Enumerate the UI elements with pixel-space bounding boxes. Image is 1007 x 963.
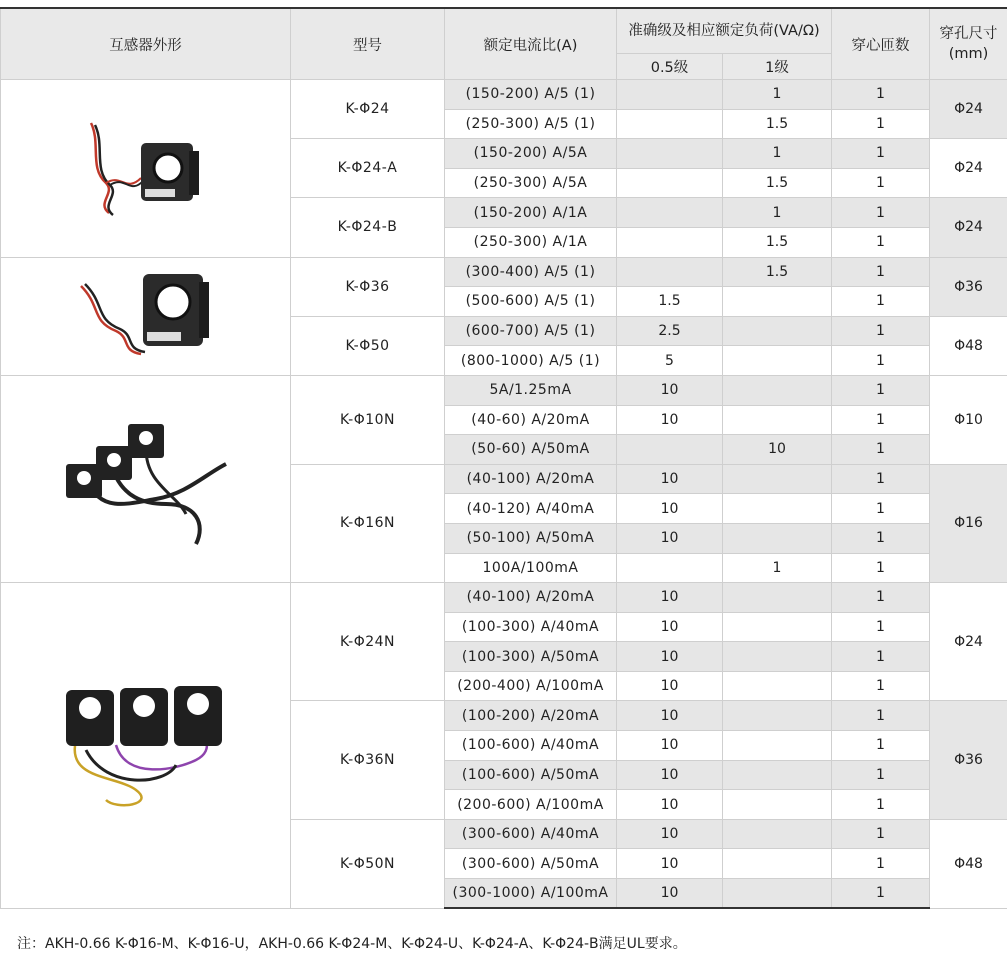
class-1-cell [723, 316, 832, 346]
class-1-cell: 1 [723, 139, 832, 169]
class-1-cell [723, 523, 832, 553]
ratio-cell: (100-300) A/40mA [445, 612, 617, 642]
class-05-cell: 1.5 [617, 287, 723, 317]
header-turns: 穿心匝数 [832, 8, 930, 80]
ratio-cell: 5A/1.25mA [445, 375, 617, 405]
class-1-cell: 10 [723, 435, 832, 465]
ratio-cell: (200-600) A/100mA [445, 790, 617, 820]
header-ratio: 额定电流比(A) [445, 8, 617, 80]
turns-cell: 1 [832, 435, 930, 465]
turns-cell: 1 [832, 168, 930, 198]
class-1-cell [723, 671, 832, 701]
turns-cell: 1 [832, 316, 930, 346]
turns-cell: 1 [832, 731, 930, 761]
turns-cell: 1 [832, 109, 930, 139]
class-1-cell [723, 405, 832, 435]
ratio-cell: (150-200) A/5A [445, 139, 617, 169]
model-cell: K-Φ36 [291, 257, 445, 316]
class-05-cell: 10 [617, 642, 723, 672]
class-1-cell: 1.5 [723, 227, 832, 257]
header-class-1: 1级 [723, 54, 832, 80]
class-05-cell [617, 80, 723, 110]
class-05-cell [617, 553, 723, 583]
class-05-cell [617, 109, 723, 139]
ratio-cell: (300-600) A/40mA [445, 819, 617, 849]
hole-size-cell: Φ48 [930, 316, 1007, 375]
turns-cell: 1 [832, 257, 930, 287]
table-header [1, 8, 1007, 80]
class-1-cell [723, 819, 832, 849]
class-1-cell [723, 464, 832, 494]
ratio-cell: (200-400) A/100mA [445, 671, 617, 701]
class-05-cell [617, 139, 723, 169]
class-1-cell: 1 [723, 553, 832, 583]
class-05-cell: 10 [617, 583, 723, 613]
header-accuracy: 准确级及相应额定负荷(VA/Ω) [617, 8, 832, 54]
ratio-cell: (100-600) A/50mA [445, 760, 617, 790]
turns-cell: 1 [832, 583, 930, 613]
turns-cell: 1 [832, 198, 930, 228]
ratio-cell: (800-1000) A/5 (1) [445, 346, 617, 376]
class-1-cell [723, 701, 832, 731]
model-cell: K-Φ16N [291, 464, 445, 582]
class-05-cell: 5 [617, 346, 723, 376]
ratio-cell: (500-600) A/5 (1) [445, 287, 617, 317]
class-1-cell: 1.5 [723, 168, 832, 198]
turns-cell: 1 [832, 494, 930, 524]
class-05-cell: 10 [617, 671, 723, 701]
class-05-cell: 10 [617, 849, 723, 879]
class-1-cell [723, 375, 832, 405]
ratio-cell: (40-60) A/20mA [445, 405, 617, 435]
turns-cell: 1 [832, 346, 930, 376]
class-05-cell: 10 [617, 405, 723, 435]
class-1-cell: 1 [723, 198, 832, 228]
class-05-cell: 10 [617, 701, 723, 731]
class-05-cell: 10 [617, 879, 723, 909]
class-05-cell: 10 [617, 375, 723, 405]
class-1-cell: 1.5 [723, 109, 832, 139]
ratio-cell: (150-200) A/5 (1) [445, 80, 617, 110]
ratio-cell: (250-300) A/5A [445, 168, 617, 198]
class-1-cell [723, 760, 832, 790]
model-cell: K-Φ50 [291, 316, 445, 375]
class-05-cell: 10 [617, 819, 723, 849]
turns-cell: 1 [832, 287, 930, 317]
hole-size-cell: Φ48 [930, 819, 1007, 908]
class-1-cell [723, 849, 832, 879]
ratio-cell: (600-700) A/5 (1) [445, 316, 617, 346]
class-05-cell: 10 [617, 464, 723, 494]
model-cell: K-Φ24 [291, 80, 445, 139]
hole-size-cell: Φ36 [930, 701, 1007, 819]
table-row [1, 583, 1007, 613]
turns-cell: 1 [832, 642, 930, 672]
turns-cell: 1 [832, 80, 930, 110]
ratio-cell: (250-300) A/1A [445, 227, 617, 257]
class-05-cell: 10 [617, 494, 723, 524]
product-image-black-split-core-ct-single [1, 80, 291, 258]
table-body [1, 80, 1007, 909]
model-cell: K-Φ10N [291, 375, 445, 464]
turns-cell: 1 [832, 612, 930, 642]
product-image-three-large-cts-with-cable [1, 583, 291, 909]
turns-cell: 1 [832, 139, 930, 169]
ratio-cell: (40-120) A/40mA [445, 494, 617, 524]
ratio-cell: (40-100) A/20mA [445, 583, 617, 613]
class-05-cell [617, 435, 723, 465]
ratio-cell: (300-400) A/5 (1) [445, 257, 617, 287]
hole-size-cell: Φ24 [930, 583, 1007, 701]
class-1-cell [723, 494, 832, 524]
class-1-cell [723, 346, 832, 376]
turns-cell: 1 [832, 879, 930, 909]
class-05-cell [617, 257, 723, 287]
class-05-cell: 10 [617, 523, 723, 553]
product-image-three-small-cts-with-cable [1, 375, 291, 582]
hole-size-cell: Φ24 [930, 80, 1007, 139]
turns-cell: 1 [832, 671, 930, 701]
spec-table [0, 7, 1007, 909]
turns-cell: 1 [832, 464, 930, 494]
turns-cell: 1 [832, 523, 930, 553]
table-row [1, 375, 1007, 405]
hole-size-cell: Φ24 [930, 198, 1007, 257]
ratio-cell: (300-600) A/50mA [445, 849, 617, 879]
model-cell: K-Φ24-A [291, 139, 445, 198]
hole-size-cell: Φ16 [930, 464, 1007, 582]
ratio-cell: (50-100) A/50mA [445, 523, 617, 553]
turns-cell: 1 [832, 760, 930, 790]
hole-size-cell: Φ10 [930, 375, 1007, 464]
class-1-cell [723, 790, 832, 820]
model-cell: K-Φ36N [291, 701, 445, 819]
ratio-cell: (150-200) A/1A [445, 198, 617, 228]
ratio-cell: (100-600) A/40mA [445, 731, 617, 761]
class-1-cell [723, 642, 832, 672]
hole-size-cell: Φ36 [930, 257, 1007, 316]
table-row [1, 80, 1007, 110]
turns-cell: 1 [832, 405, 930, 435]
ratio-cell: (250-300) A/5 (1) [445, 109, 617, 139]
class-05-cell: 10 [617, 731, 723, 761]
class-1-cell [723, 731, 832, 761]
turns-cell: 1 [832, 375, 930, 405]
turns-cell: 1 [832, 819, 930, 849]
class-05-cell: 10 [617, 612, 723, 642]
table-row [1, 257, 1007, 287]
header-hole: 穿孔尺寸(mm) [930, 8, 1007, 80]
class-1-cell [723, 287, 832, 317]
turns-cell: 1 [832, 553, 930, 583]
class-05-cell: 10 [617, 790, 723, 820]
class-1-cell: 1 [723, 80, 832, 110]
class-05-cell: 2.5 [617, 316, 723, 346]
class-05-cell: 10 [617, 760, 723, 790]
class-1-cell [723, 583, 832, 613]
class-05-cell [617, 168, 723, 198]
model-cell: K-Φ24-B [291, 198, 445, 257]
ratio-cell: 100A/100mA [445, 553, 617, 583]
ratio-cell: (100-300) A/50mA [445, 642, 617, 672]
class-1-cell [723, 612, 832, 642]
ratio-cell: (50-60) A/50mA [445, 435, 617, 465]
header-model: 型号 [291, 8, 445, 80]
ratio-cell: (40-100) A/20mA [445, 464, 617, 494]
turns-cell: 1 [832, 701, 930, 731]
turns-cell: 1 [832, 849, 930, 879]
header-class-05: 0.5级 [617, 54, 723, 80]
class-1-cell [723, 879, 832, 909]
class-05-cell [617, 227, 723, 257]
ratio-cell: (300-1000) A/100mA [445, 879, 617, 909]
product-image-black-split-core-ct-large [1, 257, 291, 375]
model-cell: K-Φ24N [291, 583, 445, 701]
hole-size-cell: Φ24 [930, 139, 1007, 198]
turns-cell: 1 [832, 227, 930, 257]
footnote: 注：AKH-0.66 K-Φ16-M、K-Φ16-U，AKH-0.66 K-Φ24-M、K-Φ24-U、K-Φ24-A、K-Φ24-B满足UL要求。 [17, 936, 687, 952]
ratio-cell: (100-200) A/20mA [445, 701, 617, 731]
header-appearance: 互感器外形 [1, 8, 291, 80]
class-1-cell: 1.5 [723, 257, 832, 287]
model-cell: K-Φ50N [291, 819, 445, 908]
turns-cell: 1 [832, 790, 930, 820]
class-05-cell [617, 198, 723, 228]
